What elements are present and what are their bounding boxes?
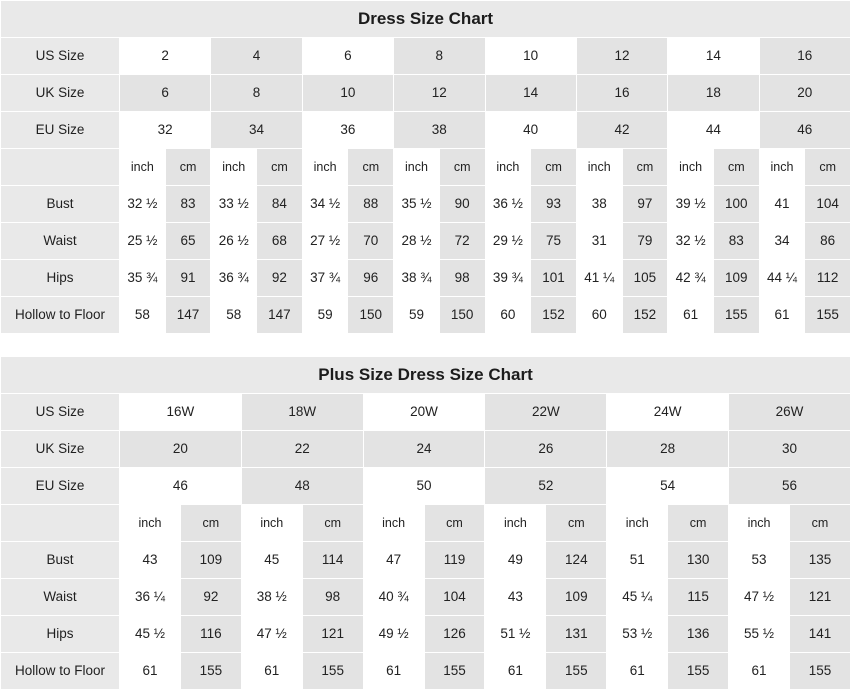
size-cell: 56 [729, 468, 851, 505]
unit-cell: inch [576, 149, 622, 186]
size-cell: 30 [729, 431, 851, 468]
unit-cell: cm [302, 505, 363, 542]
size-cell: 10 [485, 38, 576, 75]
measure-cell: 130 [668, 542, 729, 579]
row-label: US Size [1, 38, 120, 75]
measure-cell: 47 [363, 542, 424, 579]
measure-cell: 35 ¾ [120, 260, 166, 297]
measure-cell: 152 [622, 297, 668, 334]
measure-cell: 121 [789, 579, 850, 616]
unit-cell: cm [439, 149, 485, 186]
measure-cell: 155 [713, 297, 759, 334]
measure-cell: 119 [424, 542, 485, 579]
measure-cell: 72 [439, 223, 485, 260]
measure-cell: 98 [302, 579, 363, 616]
measure-cell: 58 [120, 297, 166, 334]
size-cell: 14 [668, 38, 759, 75]
unit-cell: inch [120, 505, 181, 542]
table-row [1, 468, 851, 505]
row-label: Hips [1, 260, 120, 297]
unit-cell: cm [789, 505, 850, 542]
measure-cell: 60 [485, 297, 531, 334]
chart-title-row [1, 1, 851, 38]
measure-cell: 47 ½ [241, 616, 302, 653]
measure-cell: 86 [805, 223, 851, 260]
measure-cell: 26 ½ [211, 223, 257, 260]
measure-cell: 37 ¾ [302, 260, 348, 297]
size-cell: 10 [302, 75, 393, 112]
unit-cell: cm [713, 149, 759, 186]
measure-cell: 105 [622, 260, 668, 297]
measure-cell: 141 [789, 616, 850, 653]
measure-cell: 32 ½ [120, 186, 166, 223]
row-label: Waist [1, 223, 120, 260]
size-cell: 8 [394, 38, 485, 75]
chart-title: Dress Size Chart [1, 1, 851, 38]
measure-cell: 39 ½ [668, 186, 714, 223]
measure-cell: 47 ½ [729, 579, 790, 616]
measure-cell: 49 [485, 542, 546, 579]
measure-cell: 61 [363, 653, 424, 690]
table-row [1, 542, 851, 579]
measure-cell: 98 [439, 260, 485, 297]
measure-cell: 150 [348, 297, 394, 334]
unit-header-row [1, 149, 851, 186]
measure-cell: 43 [485, 579, 546, 616]
size-cell: 12 [394, 75, 485, 112]
measure-cell: 131 [546, 616, 607, 653]
size-cell: 46 [120, 468, 242, 505]
unit-cell: inch [759, 149, 805, 186]
measure-cell: 61 [607, 653, 668, 690]
measure-cell: 101 [531, 260, 577, 297]
measure-cell: 91 [165, 260, 211, 297]
table-row [1, 38, 851, 75]
measure-cell: 75 [531, 223, 577, 260]
unit-cell: cm [805, 149, 851, 186]
measure-cell: 114 [302, 542, 363, 579]
measure-cell: 100 [713, 186, 759, 223]
measure-cell: 61 [668, 297, 714, 334]
unit-cell: cm [348, 149, 394, 186]
measure-cell: 42 ¾ [668, 260, 714, 297]
measure-cell: 34 [759, 223, 805, 260]
size-cell: 6 [120, 75, 211, 112]
measure-cell: 38 [576, 186, 622, 223]
table-row [1, 431, 851, 468]
size-cell: 46 [759, 112, 850, 149]
row-label: Waist [1, 579, 120, 616]
unit-cell: inch [302, 149, 348, 186]
measure-cell: 27 ½ [302, 223, 348, 260]
size-cell: 24W [607, 394, 729, 431]
measure-cell: 92 [257, 260, 303, 297]
unit-cell: inch [363, 505, 424, 542]
measure-cell: 152 [531, 297, 577, 334]
measure-cell: 88 [348, 186, 394, 223]
measure-cell: 61 [120, 653, 181, 690]
measure-cell: 155 [789, 653, 850, 690]
size-cell: 24 [363, 431, 485, 468]
unit-cell: inch [120, 149, 166, 186]
size-cell: 6 [302, 38, 393, 75]
unit-cell: cm [257, 149, 303, 186]
table-row [1, 186, 851, 223]
measure-cell: 115 [668, 579, 729, 616]
measure-cell: 90 [439, 186, 485, 223]
table-row [1, 297, 851, 334]
unit-header-row [1, 505, 851, 542]
measure-cell: 61 [759, 297, 805, 334]
size-cell: 12 [576, 38, 667, 75]
size-cell: 28 [607, 431, 729, 468]
measure-cell: 116 [180, 616, 241, 653]
row-label [1, 505, 120, 542]
size-cell: 44 [668, 112, 759, 149]
measure-cell: 59 [394, 297, 440, 334]
measure-cell: 68 [257, 223, 303, 260]
measure-cell: 121 [302, 616, 363, 653]
measure-cell: 92 [180, 579, 241, 616]
row-label: Hips [1, 616, 120, 653]
chart-separator [0, 334, 851, 356]
measure-cell: 109 [546, 579, 607, 616]
unit-cell: inch [485, 505, 546, 542]
size-cell: 4 [211, 38, 302, 75]
measure-cell: 31 [576, 223, 622, 260]
size-cell: 18 [668, 75, 759, 112]
table-row [1, 75, 851, 112]
unit-cell: cm [622, 149, 668, 186]
measure-cell: 60 [576, 297, 622, 334]
measure-cell: 104 [805, 186, 851, 223]
unit-cell: inch [211, 149, 257, 186]
size-cell: 14 [485, 75, 576, 112]
measure-cell: 49 ½ [363, 616, 424, 653]
measure-cell: 83 [713, 223, 759, 260]
unit-cell: inch [729, 505, 790, 542]
chart-title-row [1, 357, 851, 394]
measure-cell: 79 [622, 223, 668, 260]
measure-cell: 41 [759, 186, 805, 223]
measure-cell: 58 [211, 297, 257, 334]
measure-cell: 39 ¾ [485, 260, 531, 297]
measure-cell: 97 [622, 186, 668, 223]
unit-cell: cm [668, 505, 729, 542]
measure-cell: 38 ½ [241, 579, 302, 616]
measure-cell: 112 [805, 260, 851, 297]
measure-cell: 61 [729, 653, 790, 690]
measure-cell: 33 ½ [211, 186, 257, 223]
row-label: EU Size [1, 468, 120, 505]
size-cell: 16W [120, 394, 242, 431]
size-cell: 48 [241, 468, 363, 505]
row-label: Bust [1, 186, 120, 223]
unit-cell: cm [165, 149, 211, 186]
size-cell: 54 [607, 468, 729, 505]
measure-cell: 36 ½ [485, 186, 531, 223]
size-cell: 42 [576, 112, 667, 149]
measure-cell: 124 [546, 542, 607, 579]
size-cell: 2 [120, 38, 211, 75]
measure-cell: 38 ¾ [394, 260, 440, 297]
size-cell: 50 [363, 468, 485, 505]
table-row [1, 394, 851, 431]
table-row [1, 616, 851, 653]
size-cell: 26W [729, 394, 851, 431]
size-cell: 52 [485, 468, 607, 505]
measure-cell: 155 [180, 653, 241, 690]
measure-cell: 109 [713, 260, 759, 297]
measure-cell: 25 ½ [120, 223, 166, 260]
unit-cell: cm [180, 505, 241, 542]
row-label: Bust [1, 542, 120, 579]
measure-cell: 96 [348, 260, 394, 297]
unit-cell: cm [546, 505, 607, 542]
measure-cell: 61 [241, 653, 302, 690]
unit-cell: inch [485, 149, 531, 186]
unit-cell: inch [668, 149, 714, 186]
table-row [1, 223, 851, 260]
table-row [1, 653, 851, 690]
measure-cell: 150 [439, 297, 485, 334]
measure-cell: 147 [165, 297, 211, 334]
chart-title: Plus Size Dress Size Chart [1, 357, 851, 394]
size-chart-table [0, 356, 851, 690]
measure-cell: 51 [607, 542, 668, 579]
measure-cell: 155 [805, 297, 851, 334]
row-label: UK Size [1, 75, 120, 112]
measure-cell: 126 [424, 616, 485, 653]
measure-cell: 59 [302, 297, 348, 334]
row-label: Hollow to Floor [1, 653, 120, 690]
unit-cell: cm [531, 149, 577, 186]
measure-cell: 32 ½ [668, 223, 714, 260]
unit-cell: inch [241, 505, 302, 542]
size-cell: 34 [211, 112, 302, 149]
size-cell: 20W [363, 394, 485, 431]
size-cell: 32 [120, 112, 211, 149]
measure-cell: 84 [257, 186, 303, 223]
row-label: US Size [1, 394, 120, 431]
measure-cell: 43 [120, 542, 181, 579]
measure-cell: 40 ¾ [363, 579, 424, 616]
size-cell: 18W [241, 394, 363, 431]
measure-cell: 155 [668, 653, 729, 690]
measure-cell: 44 ¼ [759, 260, 805, 297]
size-cell: 40 [485, 112, 576, 149]
unit-cell: inch [607, 505, 668, 542]
measure-cell: 104 [424, 579, 485, 616]
size-cell: 20 [759, 75, 850, 112]
measure-cell: 61 [485, 653, 546, 690]
measure-cell: 55 ½ [729, 616, 790, 653]
measure-cell: 155 [546, 653, 607, 690]
measure-cell: 45 [241, 542, 302, 579]
unit-cell: inch [394, 149, 440, 186]
measure-cell: 51 ½ [485, 616, 546, 653]
unit-cell: cm [424, 505, 485, 542]
measure-cell: 135 [789, 542, 850, 579]
size-cell: 22 [241, 431, 363, 468]
measure-cell: 53 [729, 542, 790, 579]
row-label [1, 149, 120, 186]
measure-cell: 34 ½ [302, 186, 348, 223]
size-cell: 16 [576, 75, 667, 112]
size-cell: 22W [485, 394, 607, 431]
row-label: EU Size [1, 112, 120, 149]
measure-cell: 136 [668, 616, 729, 653]
measure-cell: 147 [257, 297, 303, 334]
measure-cell: 35 ½ [394, 186, 440, 223]
row-label: UK Size [1, 431, 120, 468]
measure-cell: 155 [302, 653, 363, 690]
size-chart-table [0, 0, 851, 334]
size-cell: 26 [485, 431, 607, 468]
measure-cell: 45 ½ [120, 616, 181, 653]
measure-cell: 155 [424, 653, 485, 690]
measure-cell: 70 [348, 223, 394, 260]
measure-cell: 93 [531, 186, 577, 223]
table-row [1, 260, 851, 297]
size-cell: 16 [759, 38, 850, 75]
measure-cell: 36 ¾ [211, 260, 257, 297]
measure-cell: 28 ½ [394, 223, 440, 260]
row-label: Hollow to Floor [1, 297, 120, 334]
measure-cell: 29 ½ [485, 223, 531, 260]
measure-cell: 53 ½ [607, 616, 668, 653]
measure-cell: 45 ¼ [607, 579, 668, 616]
measure-cell: 36 ¼ [120, 579, 181, 616]
size-cell: 38 [394, 112, 485, 149]
measure-cell: 109 [180, 542, 241, 579]
table-row [1, 579, 851, 616]
size-cell: 36 [302, 112, 393, 149]
measure-cell: 83 [165, 186, 211, 223]
table-row [1, 112, 851, 149]
measure-cell: 65 [165, 223, 211, 260]
measure-cell: 41 ¼ [576, 260, 622, 297]
size-cell: 8 [211, 75, 302, 112]
size-cell: 20 [120, 431, 242, 468]
